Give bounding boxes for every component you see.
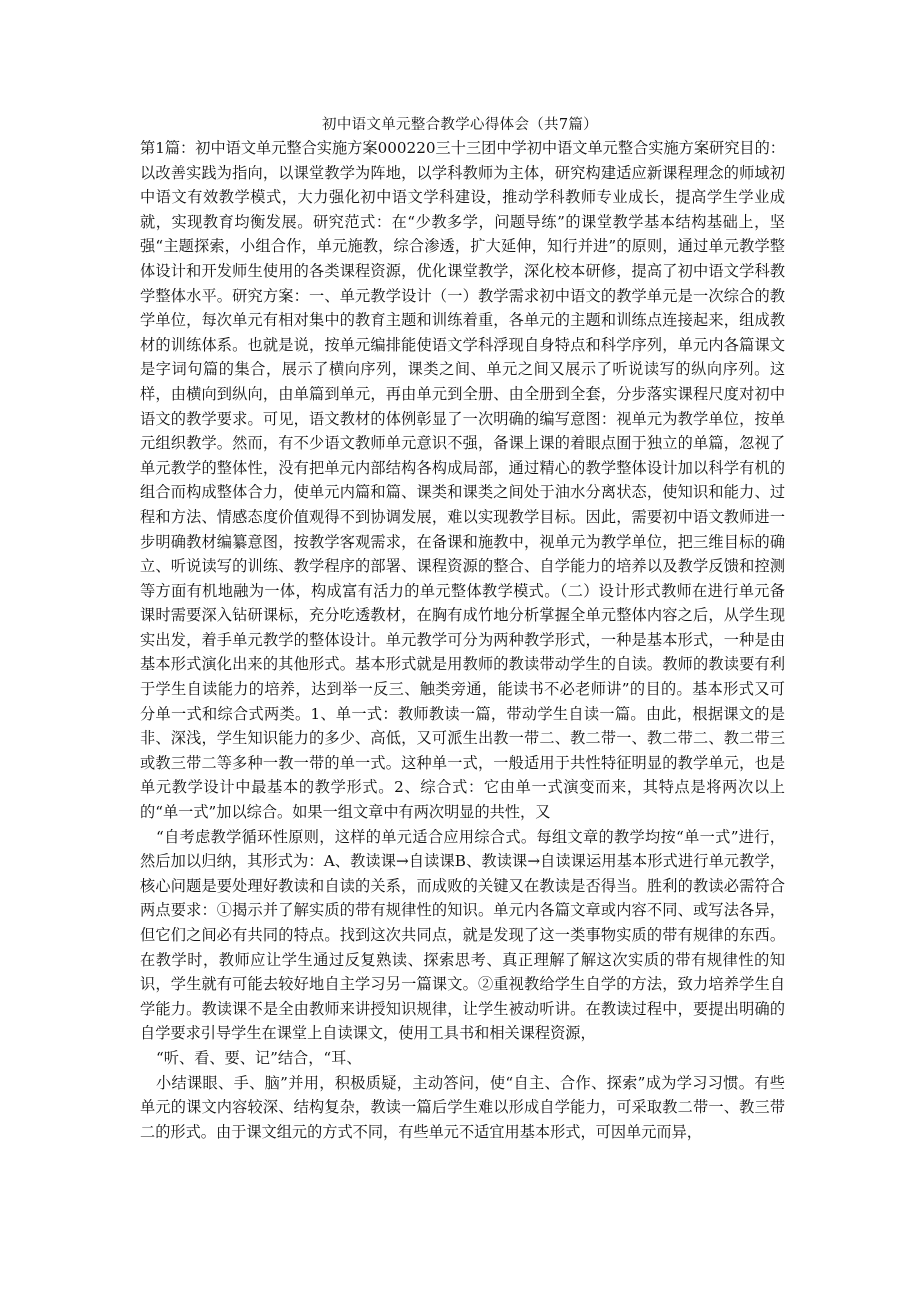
paragraph: 小结课眼、手、脑”并用，积极质疑，主动答问，使“自主、合作、探索”成为学习习惯。有些单元的课文内容较深、结构复杂，教读一篇后学生难以形成自学能力，可采取教二带一、教三带二的形式。由于课文组元的方式不同，有些单元不适宜用基本形式，可因单元而异， <box>140 1073 785 1141</box>
paragraph: “自考虑教学循环性原则，这样的单元适合应用综合式。每组文章的教学均按“单一式”进行，然后加以归纳，其形式为：A、教读课→自读课B、教读课→自读课运用基本形式进行单元教学，核心问题是要处理好教读和自读的关系，而成败的关键又在教读是否得当。胜利的教读必需符合两点要求：①揭示并了解实质的带有规律性的知识。单元内各篇文章或内容不同、或写法各异，但它们之间必有共同的特点。找到这次共同点，就是发现了这一类事物实质的带有规律的东西。在教学时，教师应让学生通过反复熟读、探索思考、真正理解了解这次实质的带有规律性的知识，学生就有可能去较好地自主学习另一篇课文。②重视教给学生自学的方法，致力培养学生自学能力。教读课不是全由教师来讲授知识规律，让学生被动听讲。在教读过程中，要提出明确的自学要求引导学生在课堂上自读课文，使用工具书和相关课程资源， <box>140 827 785 1043</box>
document-title: 初中语文单元整合教学心得体会（共7篇） <box>322 117 598 133</box>
paragraph: “听、看、要、记”结合，“耳、 <box>156 1048 362 1067</box>
document-body <box>140 136 785 1144</box>
paragraph: 第1篇：初中语文单元整合实施方案000220三十三团中学初中语文单元整合实施方案研究目的：以改善实践为指向，以课堂教学为阵地，以学科教师为主体，研究构建适应新课程理念的师域初中语文有效教学模式，大力强化初中语文学科建设，推动学科教师专业成长，提高学生学业成就，实现教育均衡发展。研究范式：在“少教多学，问题导练”的课堂教学基本结构基础上，坚强“主题探索，小组合作，单元施教，综合渗透，扩大延伸，知行并进”的原则，通过单元教学整体设计和开发师生使用的各类课程资源，优化课堂教学，深化校本研修，提高了初中语文学科教学整体水平。研究方案：一、单元教学设计（一）教学需求初中语文的教学单元是一次综合的教学单位，每次单元有相对集中的教育主题和训练着重，各单元的主题和训练点连接起来，组成教材的训练体系。也就是说，按单元编排能使语文学科浮现自身特点和科学序列，单元内各篇课文是字词句篇的集合，展示了横向序列，课类之间、单元之间又展示了听说读写的纵向序列。这样，由横向到纵向，由单篇到单元，再由单元到全册、由全册到全套，分步落实课程尺度对初中语文的教学要求。可见，语文教材的体例彰显了一次明确的编写意图：视单元为教学单位，按单元组织教学。然而，有不少语文教师单元意识不强，备课上课的着眼点囿于独立的单篇，忽视了单元教学的整体性，没有把单元内部结构各构成局部，通过精心的教学整体设计加以科学有机的组合而构成整体合力，使单元内篇和篇、课类和课类之间处于油水分离状态，使知识和能力、过程和方法、情感态度价值观得不到协调发展，难以实现教学目标。因此，需要初中语文教师进一步明确教材编纂意图，按教学客观需求，在备课和施教中，视单元为教学单位，把三维目标的确立、听说读写的训练、教学程序的部署、课程资源的整合、自学能力的培养以及教学反馈和控测等方面有机地融为一体，构成富有活力的单元整体教学模式。（二）设计形式教师在进行单元备课时需要深入钻研课标，充分吃透教材，在胸有成竹地分析掌握全单元整体内容之后，从学生现实出发，着手单元教学的整体设计。单元教学可分为两种教学形式，一种是基本形式，一种是由基本形式演化出来的其他形式。基本形式就是用教师的教读带动学生的自读。教师的教读要有利于学生自读能力的培养，达到举一反三、触类旁通，能读书不必老师讲”的目的。基本形式又可分单一式和综合式两类。1、单一式：教师教读一篇，带动学生自读一篇。由此，根据课文的是非、深浅，学生知识能力的多少、高低，又可派生出教一带二、教二带一、教二带二、教二带三或教三带二等多种一教一带的单一式。这种单一式，一般适用于共性特征明显的教学单元，也是单元教学设计中最基本的教学形式。2、综合式：它由单一式演变而来，其特点是将两次以上的“单一式”加以综合。如果一组文章中有两次明显的共性，又 <box>140 139 785 822</box>
